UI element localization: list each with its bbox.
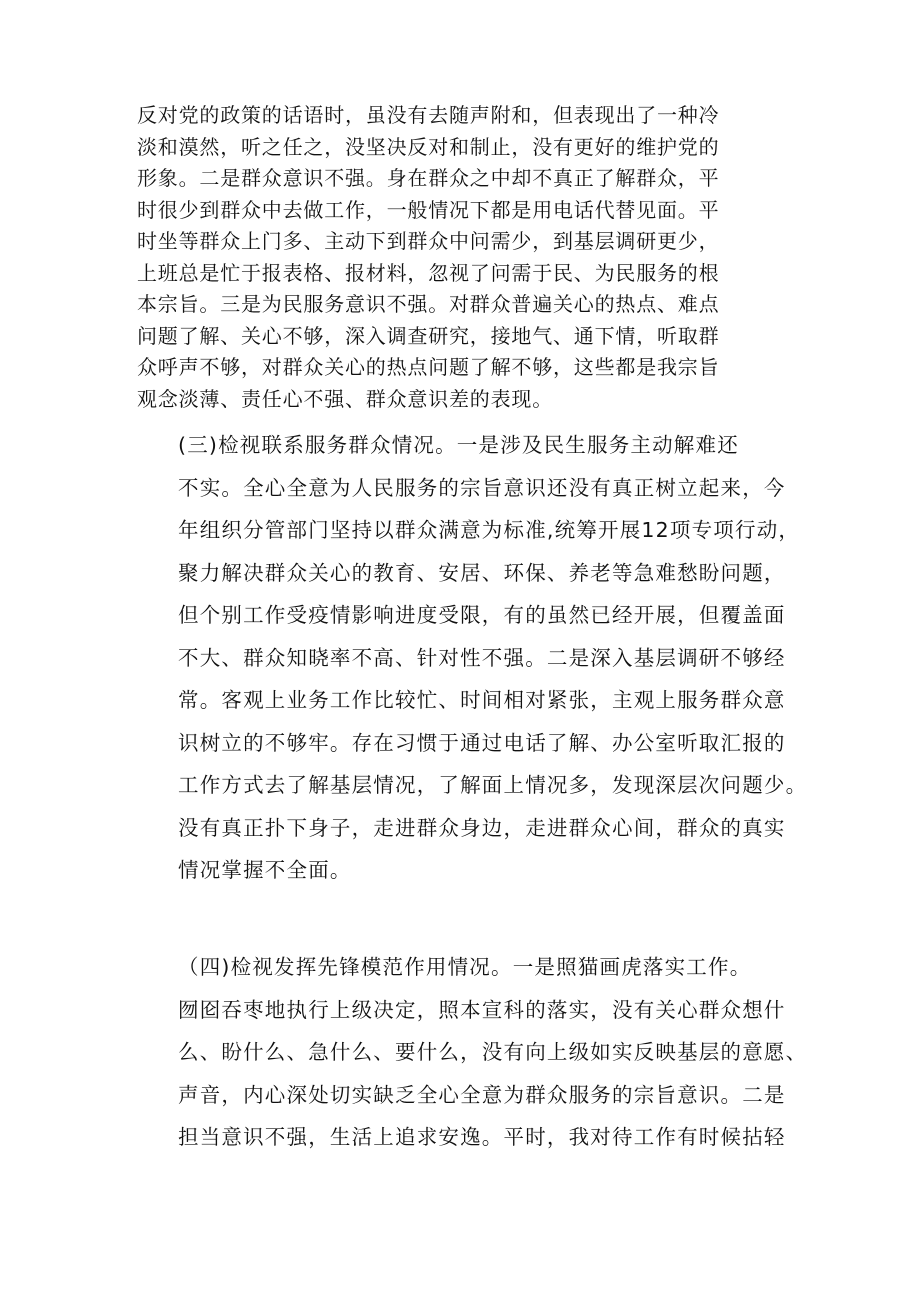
paragraph-line: 声音，内心深处切实缺乏全心全意为群众服务的宗旨意识。二是: [178, 1082, 786, 1107]
paragraph-line: 常。客观上业务工作比较忙、时间相对紧张，主观上服务群众意: [178, 688, 786, 712]
paragraph-2: [137, 424, 808, 892]
paragraph-line: 不大、群众知晓率不高、针对性不强。二是深入基层调研不够经: [178, 645, 786, 670]
paragraph-line: 时很少到群众中去做工作，一般情况下都是用电话代替见面。平: [137, 197, 720, 222]
paragraph-line: 不实。全心全意为人民服务的宗旨意识还没有真正树立起来，今: [178, 475, 786, 500]
paragraph-line: 工作方式去了解基层情况，了解面上情况多，发现深层次问题少。: [178, 773, 808, 797]
paragraph-line: （四)检视发挥先锋模范作用情况。一是照猫画虎落实工作。: [178, 955, 752, 979]
paragraph-line: 淡和漠然，听之任之，没坚决反对和制止，没有更好的维护党的: [137, 134, 720, 159]
paragraph-3: [137, 946, 808, 1159]
paragraph-line: 反对党的政策的话语时，虽没有去随声附和，但表现出了一种冷: [137, 103, 720, 127]
paragraph-line: (三)检视联系服务群众情况。一是涉及民生服务主动解难还: [178, 433, 739, 457]
paragraph-line: 形象。二是群众意识不强。身在群众之中却不真正了解群众，平: [137, 166, 720, 190]
paragraph-line: 情况掌握不全面。: [178, 858, 352, 882]
paragraph-line: 众呼声不够，对群众关心的热点问题了解不够，这些都是我宗旨: [137, 355, 720, 379]
paragraph-line: 时坐等群众上门多、主动下到群众中问需少，到基层调研更少，: [137, 229, 720, 253]
paragraph-line: 问题了解、关心不够，深入调查研究，接地气、通下情，听取群: [137, 323, 720, 348]
paragraph-1: [137, 100, 797, 415]
paragraph-line: 么、盼什么、急什么、要什么，没有向上级如实反映基层的意愿、: [178, 1040, 808, 1064]
paragraph-line: 上班总是忙于报表格、报材料，忽视了问需于民、为民服务的根: [137, 260, 720, 285]
paragraph-line: 观念淡薄、责任心不强、群众意识差的表现。: [137, 386, 553, 411]
paragraph-line: 没有真正扑下身子，走进群众身边，走进群众心间，群众的真实: [178, 815, 786, 840]
paragraph-line: 本宗旨。三是为民服务意识不强。对群众普遍关心的热点、难点: [137, 292, 720, 316]
paragraph-line: 年组织分管部门坚持以群众满意为标准,统筹开展12项专项行动，: [178, 518, 801, 542]
paragraph-line: 但个别工作受疫情影响进度受限，有的虽然已经开展，但覆盖面: [178, 603, 786, 627]
paragraph-line: 聚力解决群众关心的教育、安居、环保、养老等急难愁盼问题，: [178, 560, 786, 585]
paragraph-line: 囫囵吞枣地执行上级决定，照本宣科的落实，没有关心群众想什: [178, 997, 786, 1022]
paragraph-line: 识树立的不够牢。存在习惯于通过电话了解、办公室听取汇报的: [178, 730, 786, 755]
paragraph-line: 担当意识不强，生活上追求安逸。平时，我对待工作有时候拈轻: [178, 1125, 786, 1149]
